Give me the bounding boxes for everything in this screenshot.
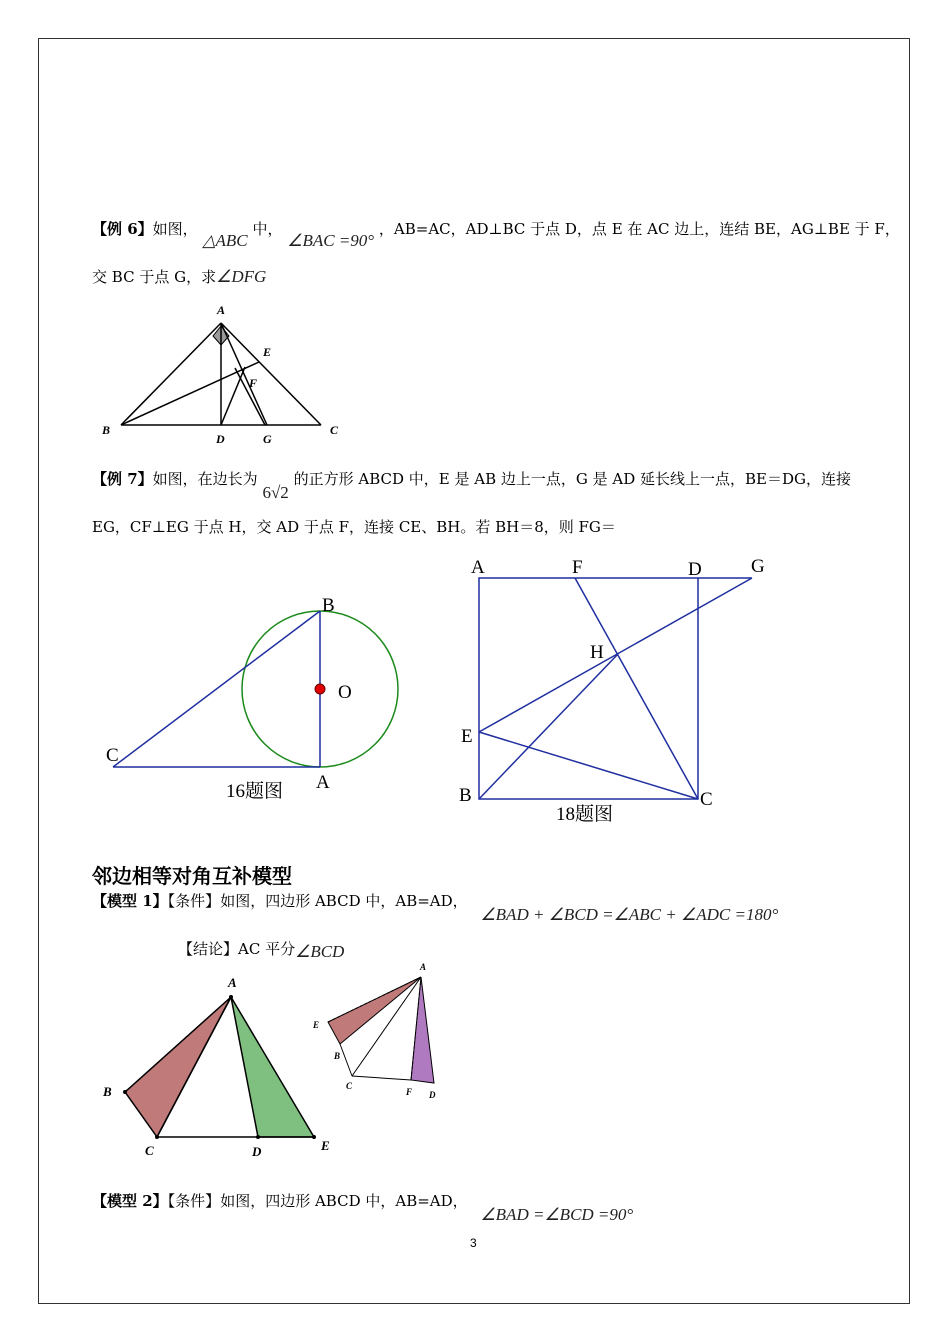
ex6-label-C: C bbox=[330, 423, 339, 437]
fig16 bbox=[100, 590, 420, 810]
m1L-label-C: C bbox=[145, 1143, 154, 1158]
ex6-label-F: F bbox=[249, 376, 258, 390]
fig16-label-O: O bbox=[338, 682, 352, 703]
fig18-caption: 18题图 bbox=[556, 804, 614, 825]
model1-math-bcd: ∠BCD bbox=[295, 942, 345, 961]
ex7-text2: 的正方形 ABCD 中，E 是 AB 边上一点，G 是 AD 延长线上一点，BE＝DG，连接 bbox=[293, 470, 852, 488]
fig18-label-E: E bbox=[461, 726, 473, 747]
ex6-text4: 交 BC 于点 G，求 bbox=[92, 268, 217, 286]
ex7-line2 bbox=[92, 516, 616, 537]
fig16-label-C: C bbox=[106, 745, 119, 766]
fig16-center-point bbox=[315, 684, 325, 694]
ex6-line1 bbox=[92, 218, 900, 250]
m1R-label-D: D bbox=[429, 1090, 436, 1100]
ex6-label-D: D bbox=[216, 432, 225, 446]
ex7-text1: 如图，在边长为 bbox=[152, 470, 258, 488]
m1L-label-B: B bbox=[103, 1084, 112, 1099]
fig16-label-A: A bbox=[316, 772, 330, 793]
model1-text1: 如图，四边形 ABCD 中，AB=AD， bbox=[220, 892, 468, 910]
model1-conclusion bbox=[178, 938, 344, 959]
model2-line1 bbox=[92, 1190, 634, 1224]
model1-concl-text: AC 平分 bbox=[238, 940, 296, 958]
m1L-label-D: D bbox=[252, 1144, 262, 1159]
section-title: 邻边相等对角互补模型 bbox=[92, 864, 292, 888]
fig18-label-C: C bbox=[700, 789, 713, 810]
m1R-label-E: E bbox=[313, 1020, 320, 1030]
ex7-text3: EG，CF⊥EG 于点 H，交 AD 于点 F，连接 CE、BH。若 BH＝8，则 FG＝ bbox=[92, 518, 616, 536]
ex6-math-angle: ∠BAC =90° bbox=[287, 231, 375, 250]
fig18-label-F: F bbox=[572, 557, 583, 578]
ex7-line1 bbox=[92, 468, 852, 502]
ex6-line2 bbox=[92, 266, 266, 287]
model1-concl-tag: 【结论】 bbox=[178, 940, 239, 958]
ex6-tag: 【例 6】 bbox=[92, 220, 153, 238]
model2-cond: 【条件】 bbox=[167, 1192, 221, 1210]
ex7-tag: 【例 7】 bbox=[92, 470, 153, 488]
fig18-label-A: A bbox=[471, 557, 485, 578]
ex6-label-G: G bbox=[263, 432, 272, 446]
ex6-math-triangle: △ABC bbox=[202, 231, 248, 250]
fig18-label-G: G bbox=[751, 556, 765, 577]
ex6-math-dfg: ∠DFG bbox=[216, 267, 267, 286]
ex7-math-side: 6√2 bbox=[262, 483, 289, 502]
model1-tag: 【模型 1】 bbox=[92, 892, 168, 910]
page-number: 3 bbox=[470, 1236, 477, 1250]
ex6-label-B: B bbox=[102, 423, 111, 437]
fig18-label-H: H bbox=[590, 642, 604, 663]
model1-right-figure bbox=[308, 958, 458, 1108]
ex6-label-A: A bbox=[217, 303, 226, 317]
model2-text1: 如图，四边形 ABCD 中，AB=AD， bbox=[220, 1192, 468, 1210]
m1L-label-A: A bbox=[228, 975, 237, 990]
ex6-text3: ，AB=AC，AD⊥BC 于点 D，点 E 在 AC 边上，连结 BE，AG⊥BE 于 F， bbox=[378, 220, 900, 238]
ex6-text1: 如图， bbox=[152, 220, 198, 238]
m1L-label-E: E bbox=[321, 1138, 330, 1153]
model1-math-condition: ∠BAD + ∠BCD =∠ABC + ∠ADC =180° bbox=[480, 905, 779, 924]
ex6-text2: 中， bbox=[252, 220, 283, 238]
fig16-caption: 16题图 bbox=[226, 781, 284, 802]
model1-cond: 【条件】 bbox=[167, 892, 221, 910]
fig18-label-D: D bbox=[688, 559, 702, 580]
model2-tag: 【模型 2】 bbox=[92, 1192, 168, 1210]
m1R-label-B: B bbox=[334, 1051, 341, 1061]
m1R-label-C: C bbox=[346, 1081, 353, 1091]
ex6-label-E: E bbox=[263, 345, 272, 359]
model1-line1 bbox=[92, 890, 779, 924]
fig16-label-B: B bbox=[322, 595, 335, 616]
m1R-label-A: A bbox=[420, 962, 427, 972]
fig18-label-B: B bbox=[459, 785, 472, 806]
m1R-label-F: F bbox=[406, 1087, 413, 1097]
model2-math-condition: ∠BAD =∠BCD =90° bbox=[480, 1205, 634, 1224]
fig18 bbox=[455, 555, 785, 830]
ex6-figure bbox=[95, 300, 355, 450]
